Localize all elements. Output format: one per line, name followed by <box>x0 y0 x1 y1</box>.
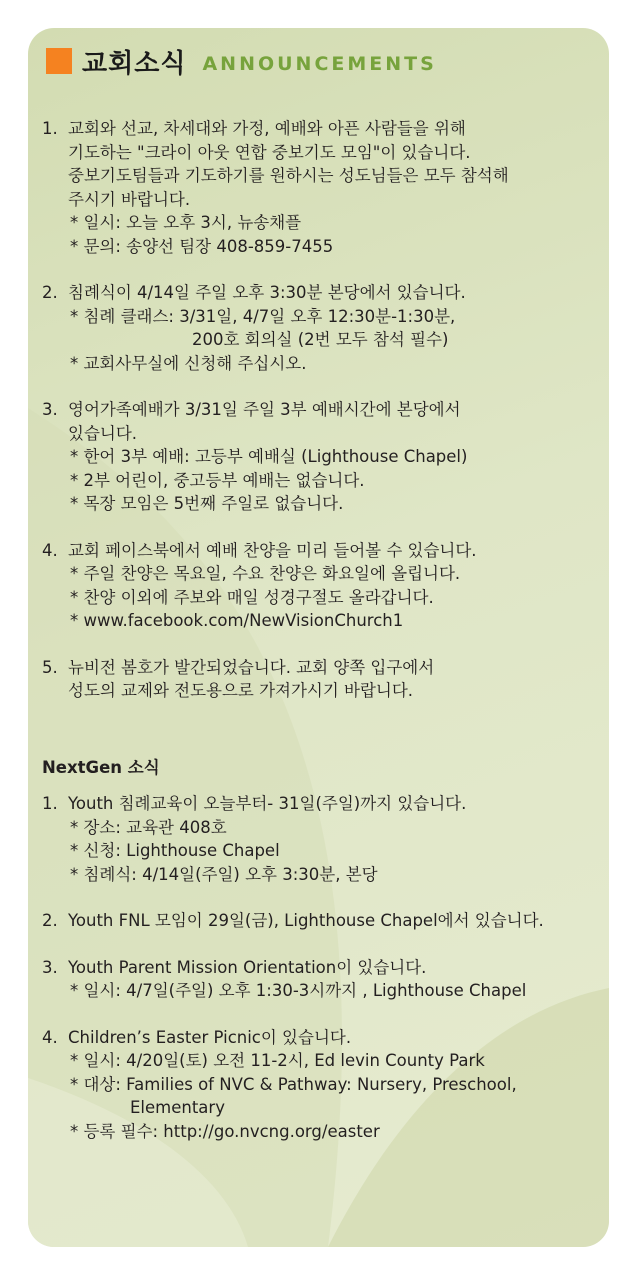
item-detail: * 일시: 오늘 오후 3시, 뉴송채플 <box>70 213 302 232</box>
nextgen-item <box>42 1026 607 1144</box>
item-text: 교회와 선교, 차세대와 가정, 예배와 아픈 사람들을 위해 <box>68 119 466 138</box>
item-text: Youth FNL 모임이 29일(금), Lighthouse Chapel에서 있습니다. <box>68 911 544 930</box>
registration-link[interactable]: * 등록 필수: http://go.nvcng.org/easter <box>70 1121 380 1141</box>
announcement-item <box>42 398 602 516</box>
item-detail: * 침례 클래스: 3/31일, 4/7일 오후 12:30분-1:30분, <box>70 306 456 326</box>
item-text: 주시기 바랍니다. <box>68 189 191 209</box>
item-detail: Elementary <box>130 1098 225 1117</box>
item-detail: * 한어 3부 예배: 고등부 예배실 (Lighthouse Chapel) <box>70 447 468 466</box>
page-title-en: ANNOUNCEMENTS <box>202 53 437 75</box>
item-number: 3. <box>42 400 58 419</box>
nextgen-item <box>42 956 607 1003</box>
item-number: 2. <box>42 911 58 930</box>
item-text: 성도의 교제와 전도용으로 가져가시기 바랍니다. <box>68 681 414 700</box>
nextgen-heading: NextGen 소식 <box>42 758 160 777</box>
item-text: Youth Parent Mission Orientation이 있습니다. <box>68 957 427 977</box>
item-text: 침례식이 4/14일 주일 오후 3:30분 본당에서 있습니다. <box>68 283 466 302</box>
item-text: 있습니다. <box>68 423 138 443</box>
item-detail: * 주일 찬양은 목요일, 수요 찬양은 화요일에 올립니다. <box>70 564 461 583</box>
item-number: 1. <box>42 119 58 138</box>
item-detail: * 교회사무실에 신청해 주십시오. <box>70 353 307 373</box>
item-number: 5. <box>42 657 58 677</box>
announcement-list <box>42 117 602 726</box>
announcement-item <box>42 117 602 258</box>
item-detail: * 문의: 송양선 팀장 408-859-7455 <box>70 236 334 256</box>
announcements-panel <box>28 28 609 1247</box>
header <box>46 46 437 79</box>
item-detail: * 2부 어린이, 중고등부 예배는 없습니다. <box>70 470 365 490</box>
item-number: 4. <box>42 1027 58 1047</box>
item-number: 3. <box>42 957 58 977</box>
page-title: 교회소식 <box>82 48 187 79</box>
facebook-link[interactable]: * www.facebook.com/NewVisionChurch1 <box>70 611 404 630</box>
item-detail: 200호 회의실 (2번 모두 참석 필수) <box>192 330 449 349</box>
item-text: Youth 침례교육이 오늘부터- 31일(주일)까지 있습니다. <box>68 794 467 813</box>
item-detail: * 신청: Lighthouse Chapel <box>70 841 280 860</box>
item-detail: * 장소: 교육관 408호 <box>70 817 227 837</box>
item-detail: * 대상: Families of NVC & Pathway: Nursery, Preschool, <box>70 1074 517 1094</box>
nextgen-item <box>42 909 607 933</box>
item-detail: * 목장 모임은 5번째 주일로 없습니다. <box>70 494 344 513</box>
announcement-item <box>42 656 602 703</box>
item-text: 뉴비전 봄호가 발간되었습니다. 교회 양쪽 입구에서 <box>68 657 435 677</box>
item-number: 1. <box>42 794 58 813</box>
item-text: Children’s Easter Picnic이 있습니다. <box>68 1027 352 1047</box>
item-detail: * 찬양 이외에 주보와 매일 성경구절도 올라갑니다. <box>70 587 434 607</box>
orange-square-icon <box>46 48 72 74</box>
item-number: 2. <box>42 283 58 302</box>
item-text: 중보기도팀들과 기도하기를 원하시는 성도님들은 모두 참석해 <box>68 166 509 185</box>
item-text: 기도하는 "크라이 아웃 연합 중보기도 모임"이 있습니다. <box>68 142 471 162</box>
item-detail: * 일시: 4/20일(토) 오전 11-2시, Ed levin County Park <box>70 1051 485 1070</box>
item-text: 교회 페이스북에서 예배 찬양을 미리 들어볼 수 있습니다. <box>68 540 477 560</box>
announcement-item <box>42 539 602 633</box>
announcement-item <box>42 281 602 375</box>
item-text: 영어가족예배가 3/31일 주일 3부 예배시간에 본당에서 <box>68 400 461 419</box>
item-detail: * 침례식: 4/14일(주일) 오후 3:30분, 본당 <box>70 864 378 884</box>
item-detail: * 일시: 4/7일(주일) 오후 1:30-3시까지 , Lighthouse Chapel <box>70 981 527 1000</box>
nextgen-list <box>42 792 607 1166</box>
item-number: 4. <box>42 540 58 560</box>
nextgen-item <box>42 792 607 886</box>
